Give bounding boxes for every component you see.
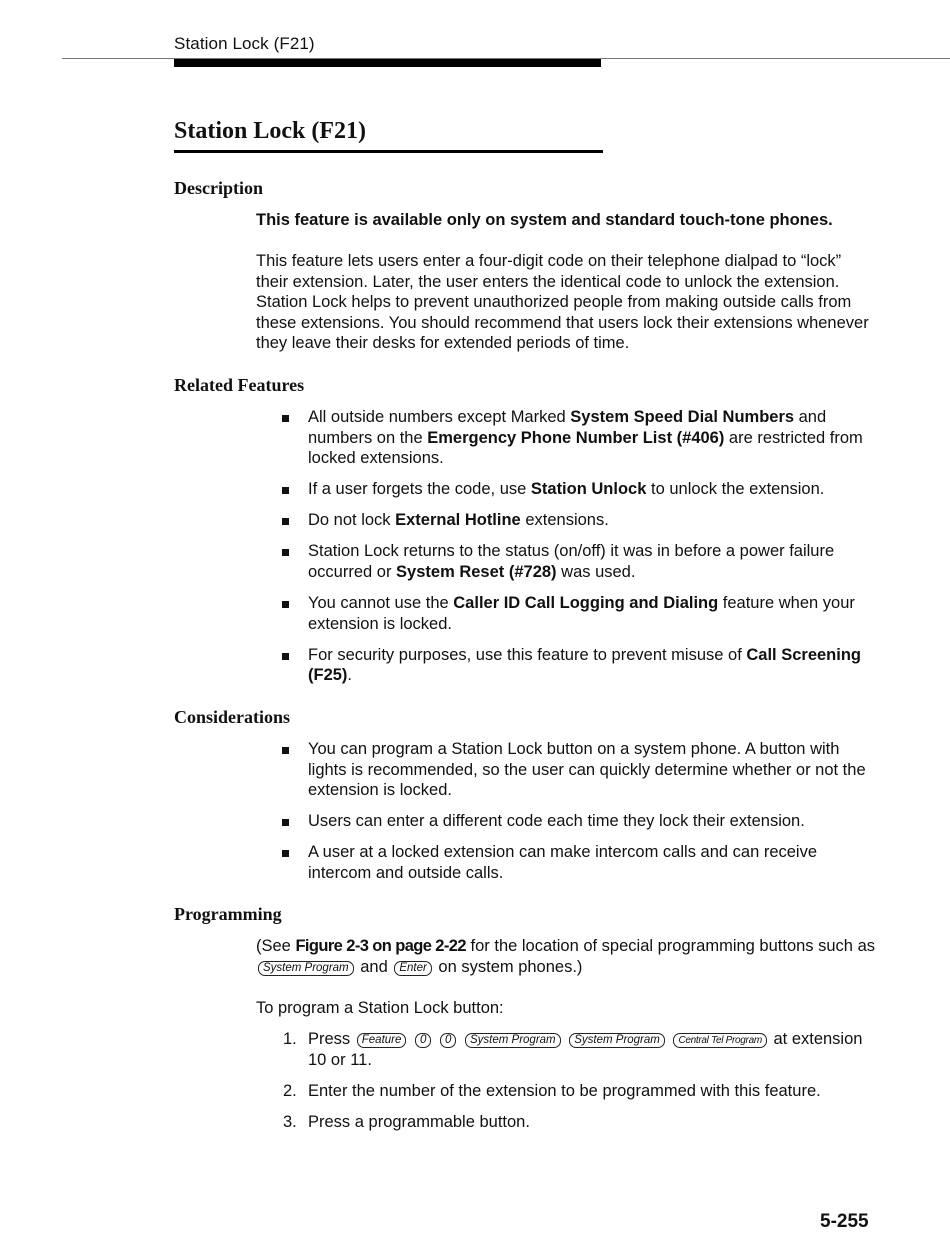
text: A user at a locked extension can make intercom calls and can receive intercom and outside calls. bbox=[308, 843, 818, 882]
bullet-marker bbox=[282, 819, 289, 826]
text: Users can enter a different code each time they lock their extension. bbox=[308, 812, 805, 831]
zero-key: 0 bbox=[440, 1033, 456, 1048]
text: and bbox=[355, 957, 393, 976]
text: You cannot use the bbox=[308, 594, 454, 613]
bullet-marker bbox=[282, 850, 289, 857]
title-rule bbox=[174, 150, 603, 153]
text: and numbers on the bbox=[308, 408, 827, 447]
considerations-list bbox=[256, 739, 876, 894]
enter-key: Enter bbox=[394, 961, 432, 976]
text: All outside numbers except Marked bbox=[308, 408, 571, 426]
feature-ref: Caller ID Call Logging and Dialing bbox=[453, 594, 719, 613]
system-program-key: System Program bbox=[258, 961, 354, 976]
step-number: 1. bbox=[283, 1030, 297, 1048]
programming-note bbox=[256, 936, 876, 977]
description-heading: Description bbox=[174, 178, 263, 198]
list-item bbox=[256, 739, 876, 801]
related-features-list bbox=[256, 407, 876, 697]
programming-intro: To program a Station Lock button: bbox=[256, 999, 504, 1017]
description-paragraph: This feature lets users enter a four-digit code on their telephone dialpad to “lock” their extension. Later, the user enters the identical code to unlock the extension. Station Lock helps to prevent unauthorized people from making outside calls from these extensions. You should recommend that users lock their extensions whenever they leave their desks for extended periods of time. bbox=[256, 252, 869, 353]
text: For security purposes, use this feature to prevent misuse of bbox=[308, 645, 747, 664]
text: on system phones.) bbox=[433, 957, 583, 976]
feature-ref: System Speed Dial Numbers bbox=[570, 408, 795, 426]
text: extensions. bbox=[520, 511, 609, 530]
system-program-key: System Program bbox=[465, 1033, 561, 1048]
feature-ref: Emergency Phone Number List (#406) bbox=[427, 428, 725, 447]
step-item bbox=[256, 1029, 876, 1070]
zero-key: 0 bbox=[415, 1033, 431, 1048]
text: to unlock the extension. bbox=[646, 480, 825, 499]
text: for the location of special programming buttons such as bbox=[465, 937, 875, 955]
running-header: Station Lock (F21) bbox=[174, 34, 315, 53]
step-number: 2. bbox=[283, 1081, 297, 1100]
text: Enter the number of the extension to be programmed with this feature. bbox=[308, 1081, 821, 1100]
list-item bbox=[256, 479, 876, 500]
bullet-marker bbox=[282, 487, 289, 494]
feature-ref: System Reset (#728) bbox=[396, 563, 557, 582]
page-title: Station Lock (F21) bbox=[174, 118, 366, 144]
feature-ref: External Hotline bbox=[395, 511, 521, 530]
list-item bbox=[256, 645, 876, 686]
bullet-marker bbox=[282, 415, 289, 422]
text: was used. bbox=[556, 563, 636, 582]
step-number: 3. bbox=[283, 1112, 297, 1131]
list-item bbox=[256, 407, 876, 469]
list-item bbox=[256, 593, 876, 634]
considerations-heading: Considerations bbox=[174, 707, 291, 727]
figure-link[interactable]: Figure 2-3 on page 2-22 bbox=[295, 937, 466, 955]
text: feature when your extension is locked. bbox=[308, 594, 855, 633]
feature-key: Feature bbox=[357, 1033, 407, 1048]
header-rule-thick bbox=[174, 59, 601, 67]
bullet-marker bbox=[282, 601, 289, 608]
text: If a user forgets the code, use bbox=[308, 480, 531, 499]
list-item bbox=[256, 842, 876, 883]
step-item bbox=[256, 1112, 876, 1133]
bullet-marker bbox=[282, 653, 289, 660]
central-tel-program-key: Central Tel Program bbox=[673, 1033, 766, 1048]
text: (See bbox=[256, 937, 296, 955]
text: Station Lock returns to the status (on/off) it was in before a power failure occurred or bbox=[308, 542, 835, 582]
availability-note: This feature is available only on system and standard touch-tone phones. bbox=[256, 211, 833, 229]
programming-steps bbox=[256, 1029, 876, 1143]
text: Do not lock bbox=[308, 511, 396, 530]
system-program-key: System Program bbox=[569, 1033, 665, 1048]
related-features-heading: Related Features bbox=[174, 375, 305, 395]
bullet-marker bbox=[282, 747, 289, 754]
page-number: 5-255 bbox=[820, 1211, 869, 1232]
text: Press a programmable button. bbox=[308, 1112, 530, 1131]
list-item bbox=[256, 811, 876, 832]
text: You can program a Station Lock button on a system phone. A button with lights is recommended, so the user can quickly determine whether or not the extension is locked. bbox=[308, 740, 866, 800]
programming-heading: Programming bbox=[174, 904, 282, 924]
text: . bbox=[347, 666, 353, 685]
bullet-marker bbox=[282, 518, 289, 525]
text: at extension 10 or 11. bbox=[308, 1030, 863, 1069]
feature-ref: Call Screening (F25) bbox=[308, 645, 861, 685]
step-item bbox=[256, 1081, 876, 1102]
list-item bbox=[256, 541, 876, 582]
list-item bbox=[256, 510, 876, 531]
text: are restricted from locked extensions. bbox=[308, 428, 863, 468]
bullet-marker bbox=[282, 549, 289, 556]
feature-ref: Station Unlock bbox=[530, 480, 647, 499]
text: Press bbox=[308, 1030, 355, 1048]
